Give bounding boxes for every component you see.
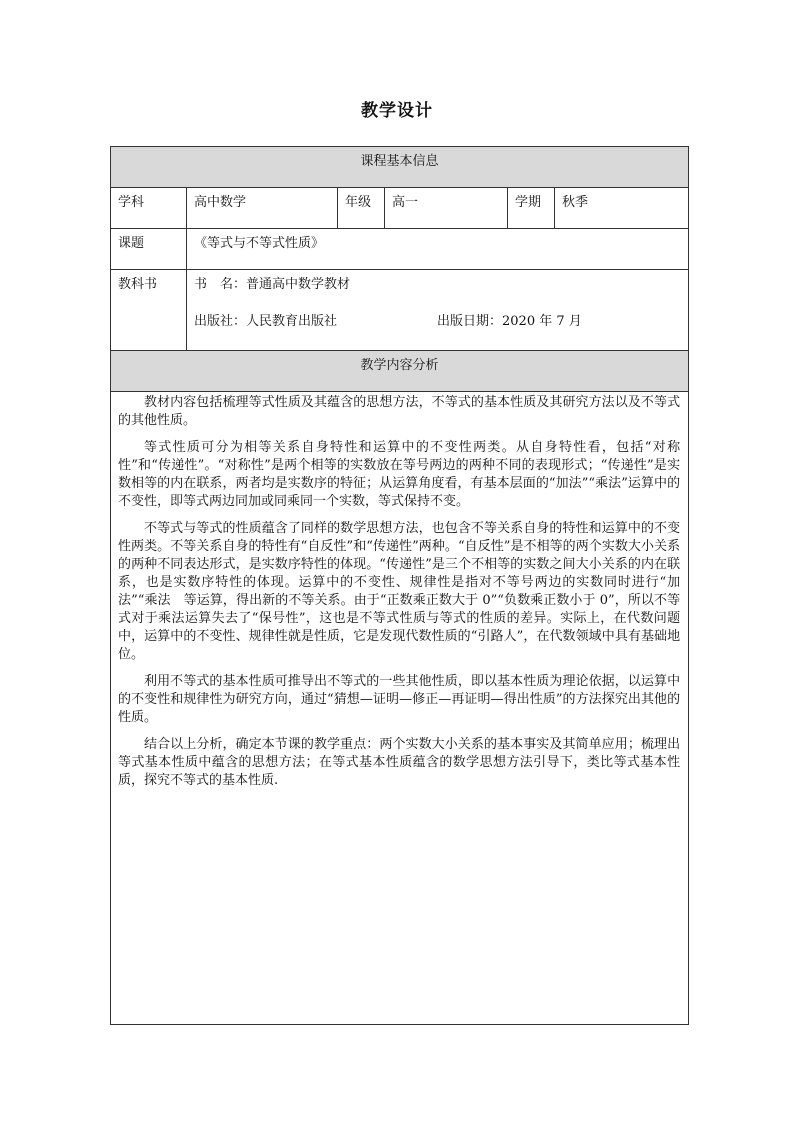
- grade-label: 年级: [345, 195, 372, 210]
- analysis-paragraph: 等式性质可分为相等关系自身特性和运算中的不变性两类。从自身特性看，包括“对称性”和“传递性”。“对称性”是两个相等的实数放在等号两边的两种不同的表现形式；“传递性”是实数相等的内在联系，两者均是实数序的特征；从运算角度看，有基本层面的“加法”“乘法”运算中的不变性，即等式两边同加或同乘同一个实数，等式保持不变。: [118, 440, 681, 509]
- textbook-label-cell: [111, 270, 187, 351]
- publisher: 出版社：人民教育出版社: [194, 314, 338, 329]
- term-value-cell: [555, 188, 689, 229]
- subject-value-cell: [187, 188, 338, 229]
- topic-label-cell: [111, 229, 187, 270]
- analysis-header-cell: [111, 351, 689, 392]
- topic-value-cell: [187, 229, 689, 270]
- grade-value-cell: [385, 188, 508, 229]
- subject-value: 高中数学: [194, 195, 247, 210]
- subject-label-cell: [111, 188, 187, 229]
- book-name: 书 名：普通高中数学教材: [194, 277, 351, 292]
- lesson-plan-table: [110, 146, 689, 1025]
- analysis-content: [111, 392, 689, 1025]
- grade-label-cell: [338, 188, 385, 229]
- term-label-cell: [508, 188, 555, 229]
- topic-value: 《等式与不等式性质》: [194, 236, 325, 251]
- analysis-paragraph: 不等式与等式的性质蕴含了同样的数学思想方法，也包含不等关系自身的特性和运算中的不变性两类。不等关系自身的特性有“自反性”和“传递性”两种。“自反性”是不相等的两个实数大小关系的两种不同表达形式，是实数序特性的体现。“传递性”是三个不相等的实数之间大小关系的内在联系，也是实数序特性的体现。运算中的不变性、规律性是指对不等号两边的实数同时进行“加法”“乘法 等运算，得出新的不等关系。由于“正数乘正数大于 0”“负数乘正数小于 0”，所以不等式对于乘法运算失去了“保号性”，这也是不等式性质与等式的性质的差异。实际上，在代数问题中，运算中的不变性、规律性就是性质，它是发现代数性质的“引路人”，在代数领域中具有基础地位。: [118, 521, 681, 662]
- page-title: 教学设计: [361, 101, 433, 121]
- term-label: 学期: [515, 195, 542, 210]
- subject-label: 学科: [118, 195, 145, 210]
- basic-info-header: 课程基本信息: [360, 154, 439, 169]
- topic-label: 课题: [118, 236, 145, 251]
- grade-value: 高一: [392, 195, 419, 210]
- analysis-paragraph: 结合以上分析，确定本节课的教学重点：两个实数大小关系的基本事实及其简单应用；梳理出等式基本性质中蕴含的思想方法；在等式基本性质蕴含的数学思想方法引导下，类比等式基本性质，探究不等式的基本性质.: [118, 737, 681, 788]
- textbook-info-cell: [187, 270, 689, 351]
- analysis-paragraph: 利用不等式的基本性质可推导出不等式的一些其他性质，即以基本性质为理论依据，以运算中的不变性和规律性为研究方向，通过“猜想—证明—修正—再证明—得出性质”的方法探究出其他的性质。: [118, 674, 681, 725]
- publish-date: 出版日期：2020 年 7 月: [437, 314, 582, 329]
- analysis-paragraph: 教材内容包括梳理等式性质及其蕴含的思想方法，不等式的基本性质及其研究方法以及不等式的其他性质。: [118, 395, 681, 428]
- term-value: 秋季: [562, 195, 589, 210]
- analysis-header: 教学内容分析: [360, 358, 439, 373]
- textbook-label: 教科书: [118, 277, 158, 292]
- basic-info-header-cell: [111, 147, 689, 188]
